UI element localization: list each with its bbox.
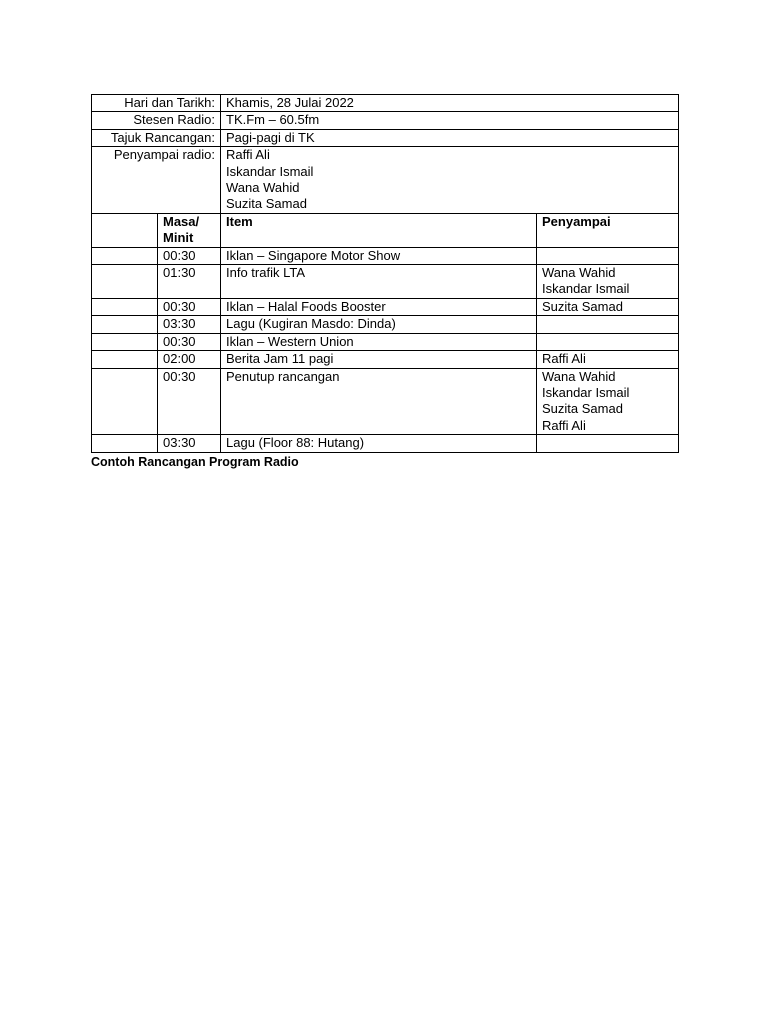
empty-cell (92, 213, 158, 247)
document-page (91, 94, 678, 470)
presenter-name: Raffi Ali (226, 147, 270, 163)
empty-cell (92, 435, 158, 452)
row-presenters (537, 435, 679, 452)
table-row (92, 247, 679, 264)
empty-cell (92, 298, 158, 315)
table-row (92, 435, 679, 452)
header-item: Item (221, 213, 537, 247)
table-row (92, 333, 679, 350)
empty-cell (92, 333, 158, 350)
date-label: Hari dan Tarikh: (92, 95, 221, 112)
empty-cell (92, 368, 158, 435)
row-item: Info trafik LTA (221, 265, 537, 299)
row-item: Iklan – Western Union (221, 333, 537, 350)
schedule-header-row (92, 213, 679, 247)
row-time: 00:30 (158, 247, 221, 264)
empty-cell (92, 316, 158, 333)
row-time: 00:30 (158, 298, 221, 315)
row-time: 02:00 (158, 351, 221, 368)
presenter-name: Suzita Samad (542, 401, 623, 417)
presenter-name: Wana Wahid (226, 180, 300, 196)
presenter-name: Raffi Ali (542, 417, 586, 433)
table-row (92, 351, 679, 368)
program-title-label: Tajuk Rancangan: (92, 129, 221, 146)
empty-cell (92, 247, 158, 264)
presenters-list (221, 147, 679, 214)
row-presenters (537, 333, 679, 350)
row-item: Iklan – Singapore Motor Show (221, 247, 537, 264)
presenter-name: Suzita Samad (542, 298, 623, 314)
row-item: Berita Jam 11 pagi (221, 351, 537, 368)
radio-program-table (91, 94, 679, 453)
table-row (92, 265, 679, 299)
presenters-label: Penyampai radio: (92, 147, 221, 214)
row-presenters (537, 265, 679, 299)
row-time: 00:30 (158, 368, 221, 435)
station-label: Stesen Radio: (92, 112, 221, 129)
empty-cell (92, 265, 158, 299)
info-row-presenters (92, 147, 679, 214)
presenter-name: Iskandar Ismail (542, 384, 630, 400)
row-item: Lagu (Floor 88: Hutang) (221, 435, 537, 452)
info-row-station (92, 112, 679, 129)
row-item: Penutup rancangan (221, 368, 537, 435)
station-value: TK.Fm – 60.5fm (221, 112, 679, 129)
row-time: 03:30 (158, 435, 221, 452)
presenter-name: Wana Wahid (542, 265, 616, 281)
row-presenters (537, 351, 679, 368)
table-row (92, 368, 679, 435)
info-row-title (92, 129, 679, 146)
row-presenters (537, 368, 679, 435)
row-time: 03:30 (158, 316, 221, 333)
presenter-name: Raffi Ali (542, 351, 586, 367)
header-time: Masa/ Minit (158, 213, 221, 247)
row-presenters (537, 247, 679, 264)
row-time: 01:30 (158, 265, 221, 299)
row-presenters (537, 316, 679, 333)
row-item: Lagu (Kugiran Masdo: Dinda) (221, 316, 537, 333)
program-title-value: Pagi-pagi di TK (221, 129, 679, 146)
row-time: 00:30 (158, 333, 221, 350)
table-row (92, 298, 679, 315)
header-presenter: Penyampai (537, 213, 679, 247)
presenter-name: Wana Wahid (542, 368, 616, 384)
row-item: Iklan – Halal Foods Booster (221, 298, 537, 315)
row-presenters (537, 298, 679, 315)
presenter-name: Iskandar Ismail (226, 163, 314, 179)
presenter-name: Suzita Samad (226, 196, 307, 212)
info-row-date (92, 95, 679, 112)
table-row (92, 316, 679, 333)
date-value: Khamis, 28 Julai 2022 (221, 95, 679, 112)
presenter-name: Iskandar Ismail (542, 281, 630, 297)
table-caption: Contoh Rancangan Program Radio (91, 454, 299, 469)
empty-cell (92, 351, 158, 368)
